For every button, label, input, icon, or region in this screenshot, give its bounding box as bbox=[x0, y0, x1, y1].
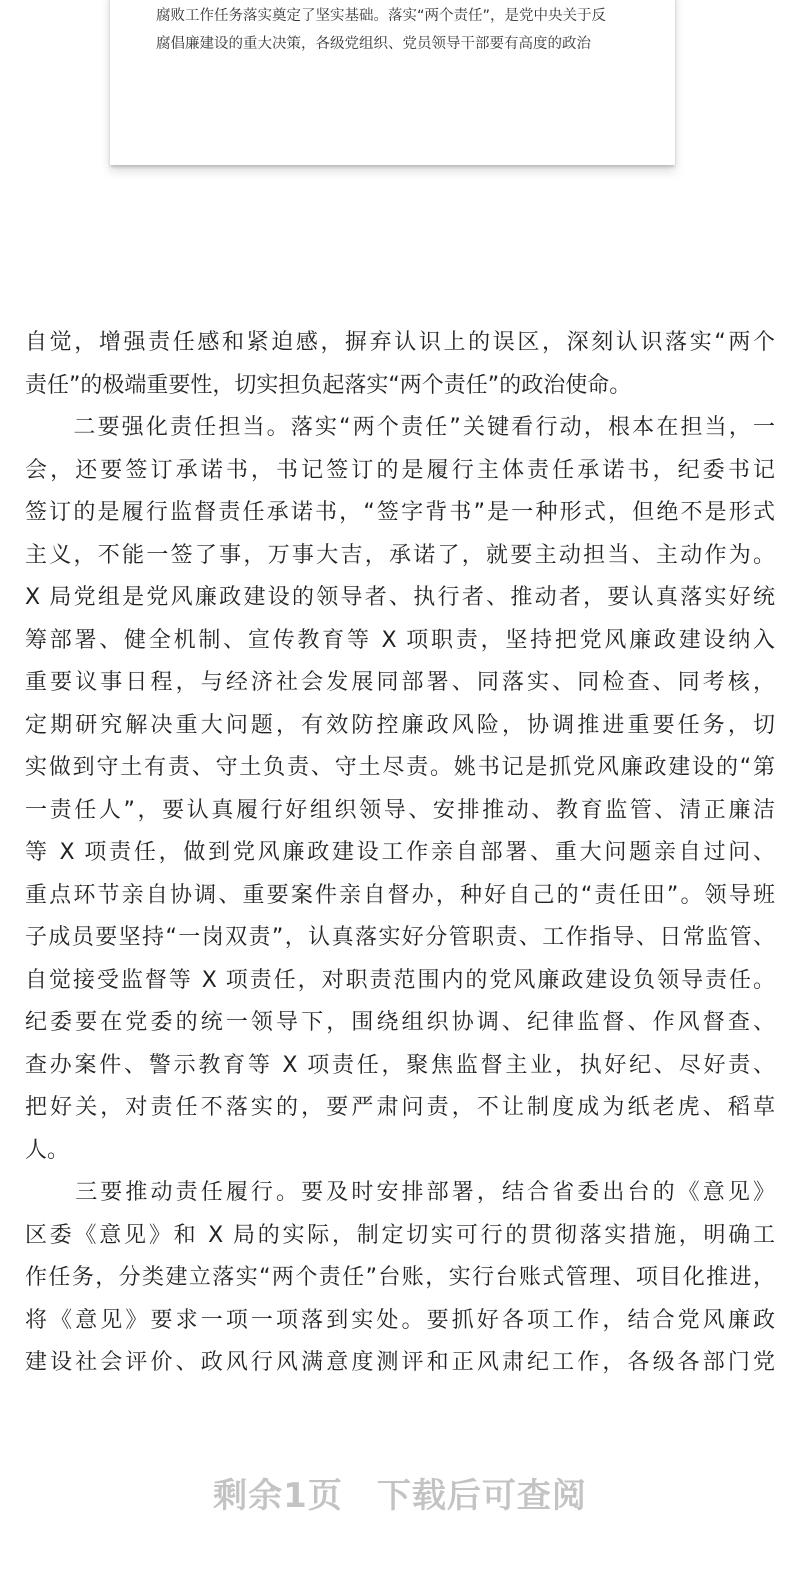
body-line: 二要强化责任担当。落实“两个责任”关键看行动，根本在担当，一 bbox=[25, 415, 775, 440]
body-line: 等 X 项责任，做到党风廉政建设工作亲自部署、重大问题亲自过问、 bbox=[25, 840, 775, 865]
body-line: X 局党组是党风廉政建设的领导者、执行者、推动者，要认真落实好统 bbox=[25, 585, 775, 610]
remaining-pages-text: 剩余1页 bbox=[213, 1476, 343, 1516]
body-line: 实做到守土有责、守土负责、守土尽责。姚书记是抓党风廉政建设的“第 bbox=[25, 755, 775, 780]
body-line: 一责任人”，要认真履行好组织领导、安排推动、教育监管、清正廉洁 bbox=[25, 797, 775, 823]
body-line: 定期研究解决重大问题，有效防控廉政风险，协调推进重要任务，切 bbox=[25, 712, 775, 738]
body-line: 建设社会评价、政风行风满意度测评和正风肃纪工作，各级各部门党 bbox=[25, 1350, 775, 1375]
body-line: 区委《意见》和 X 局的实际，制定切实可行的贯彻落实措施，明确工 bbox=[25, 1222, 775, 1248]
body-line: 作任务，分类建立落实“两个责任”台账，实行台账式管理、项目化推进， bbox=[25, 1265, 775, 1290]
body-line: 自觉接受监督等 X 项责任，对职责范围内的党风廉政建设负领导责任。 bbox=[25, 967, 775, 993]
body-line: 主义，不能一签了事，万事大吉，承诺了，就要主动担当、主动作为。 bbox=[25, 542, 775, 568]
download-prompt[interactable] bbox=[0, 1468, 800, 1517]
body-line: 三要推动责任履行。要及时安排部署，结合省委出台的《意见》 bbox=[25, 1180, 775, 1205]
body-line: 重点环节亲自协调、重要案件亲自督办，种好自己的“责任田”。领导班 bbox=[25, 882, 775, 908]
body-line: 重要议事日程，与经济社会发展同部署、同落实、同检查、同考核， bbox=[25, 670, 775, 695]
body-line: 筹部署、健全机制、宣传教育等 X 项职责，坚持把党风廉政建设纳入 bbox=[25, 627, 775, 653]
body-line: 自觉，增强责任感和紧迫感，摒弃认识上的误区，深刻认识落实“两个 bbox=[25, 330, 775, 355]
body-line: 把好关，对责任不落实的，要严肃问责，不让制度成为纸老虎、稻草 bbox=[25, 1095, 775, 1120]
card-text-line: 腐倡廉建设的重大决策，各级党组织、党员领导干部要有高度的政治 bbox=[156, 36, 591, 52]
previous-page-card bbox=[110, 0, 675, 165]
body-line: 人。 bbox=[25, 1137, 70, 1163]
body-line: 查办案件、警示教育等 X 项责任，聚焦监督主业，执好纪、尽好责、 bbox=[25, 1052, 775, 1078]
body-line: 纪委要在党委的统一领导下，围绕组织协调、纪律监督、作风督查、 bbox=[25, 1010, 775, 1035]
body-line: 会，还要签订承诺书，书记签订的是履行主体责任承诺书，纪委书记 bbox=[25, 457, 775, 483]
body-line: 签订的是履行监督责任承诺书，“签字背书”是一种形式，但绝不是形式 bbox=[25, 500, 775, 525]
body-line: 责任”的极端重要性，切实担负起落实“两个责任”的政治使命。 bbox=[25, 372, 632, 398]
document-body bbox=[25, 322, 775, 1385]
download-to-view-text: 下载后可查阅 bbox=[376, 1476, 587, 1516]
card-text-line: 腐败工作任务落实奠定了坚实基础。落实“两个责任”，是党中央关于反 bbox=[156, 8, 607, 24]
body-line: 将《意见》要求一项一项落到实处。要抓好各项工作，结合党风廉政 bbox=[25, 1307, 775, 1333]
body-line: 子成员要坚持“一岗双责”，认真落实好分管职责、工作指导、日常监管、 bbox=[25, 925, 775, 950]
